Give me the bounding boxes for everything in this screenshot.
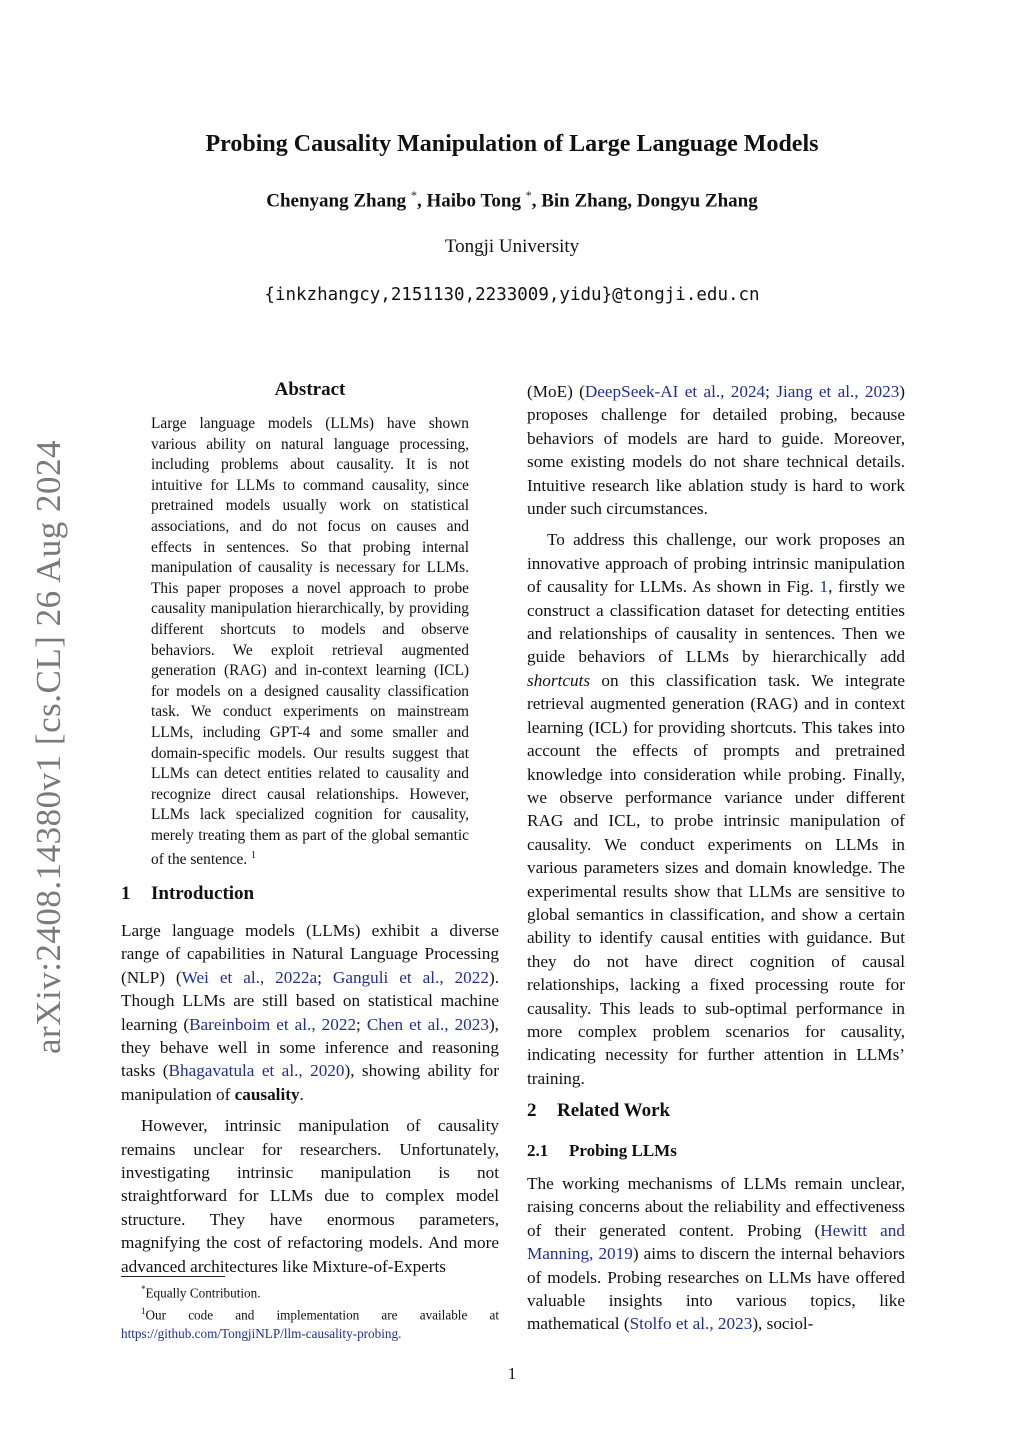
probing-body [527, 1172, 905, 1336]
section-number: 1 [121, 883, 131, 904]
author-4: Dongyu Zhang [636, 190, 758, 212]
text: ), showing ability for manipulation of [121, 1061, 499, 1104]
text: . [299, 1084, 304, 1104]
intro-paragraph-1 [121, 919, 499, 1106]
footnote-rule [121, 1276, 225, 1277]
author-2: Haibo Tong [426, 190, 521, 212]
text: ), sociol- [752, 1314, 814, 1334]
abstract-body [151, 414, 469, 871]
citation-hewitt-2019[interactable]: Hewitt and Manning, 2019 [527, 1220, 905, 1264]
text: ) proposes challenge for detailed probing, because behaviors of models are hard to guide. Moreover, some existing models do not share technical details. Intuitive research like ablation study is hard to work under such circumstances. [527, 382, 906, 519]
section-title: Related Work [557, 1100, 671, 1121]
abstract-heading: Abstract [274, 379, 346, 400]
section-number: 2 [527, 1100, 537, 1121]
citation-jiang-2023[interactable]: Jiang et al., 2023 [776, 382, 900, 401]
section-1-heading [121, 883, 254, 905]
citation-ganguli-2022[interactable]: Ganguli et al., 2022 [332, 967, 489, 987]
author-1: Chenyang Zhang [266, 190, 407, 212]
citation-deepseek-2024[interactable]: DeepSeek-AI et al., 2024 [584, 382, 766, 401]
github-link[interactable]: https://github.com/TongjiNLP/llm-causality-probing. [121, 1325, 402, 1341]
author-emails: {inkzhangcy,2151130,2233009,yidu}@tongji.edu.cn [264, 285, 760, 305]
text: on this classification task. We integrate retrieval augmented generation (RAG) and in context learning (ICL) for providing shortcuts. This takes into account the effects of prompts and pretrained knowledge into consideration while probing. Finally, we observe performance variance under different RAG and ICL, to probe intrinsic manipulation of causality. We conduct experiments on LLMs in various parameters sizes and domain knowledge. The experimental results show that LLMs are sensitive to global semantics in classification, and show a certain ability to identify causal entities with guidance. But they do not have direct cognition of causal relationships, lacking a fixed processing route for causality. This leads to sub-optimal performance in more complex problem scenarios for causality, indicating necessity for further attention in LLMs’ training. [527, 670, 905, 1088]
text: , firstly we construct a classification dataset for detecting entities and relationships of causality in sentences. Then we guide behaviors of LLMs by hierarchically add [527, 577, 905, 667]
citation-stolfo-2023[interactable]: Stolfo et al., 2023 [629, 1314, 753, 1334]
text: ; [317, 967, 333, 987]
equal-contribution-mark: * [410, 188, 417, 202]
arxiv-stamp-container [14, 442, 84, 1052]
footnote-ref-1[interactable]: 1 [251, 850, 257, 862]
section-2-heading [527, 1100, 670, 1122]
text: ; [765, 382, 777, 401]
footnote-1 [121, 1280, 499, 1302]
probing-paragraph [527, 1172, 905, 1336]
figure-ref-1[interactable]: 1 [819, 577, 829, 597]
citation-bhagavatula-2020[interactable]: Bhagavatula et al., 2020 [168, 1061, 345, 1081]
footnote-2-link-line [121, 1325, 499, 1343]
arxiv-stamp[interactable]: arXiv:2408.14380v1 [cs.CL] 26 Aug 2024 [29, 440, 69, 1054]
text: To address this challenge, our work proposes an innovative approach of probing intrinsic manipulation of causality for LLMs. As shown in Fig. [527, 530, 905, 597]
footnote-text: Equally Contribution. [145, 1285, 261, 1301]
affiliation: Tongji University [444, 236, 580, 257]
footnote-mark: 1 [141, 1306, 146, 1317]
text: (MoE) ( [527, 382, 585, 401]
citation-wei-2022a[interactable]: Wei et al., 2022a [181, 967, 318, 987]
abstract-text: Large language models (LLMs) have shown various ability on natural language processing, including problems about causality. It is not intuitive for LLMs to command causality, since pretrained models usually work on statistical associations, and do not focus on causes and effects in sentences. So that probing internal manipulation of causality is necessary for LLMs. This paper proposes a novel approach to probe causality manipulation hierarchically, by providing different shortcuts to models and observe behaviors. We exploit retrieval augmented generation (RAG) and in-context learning (ICL) for models on a designed causality classification task. We conduct experiments on mainstream LLMs, including GPT-4 and some smaller and domain-specific models. Our results suggest that LLMs can detect entities related to causality and recognize direct causal relationships. However, LLMs lack specialized cognition for causality, merely treating them as part of the global semantic of the sentence. [151, 415, 469, 869]
equal-contribution-mark: * [525, 188, 532, 202]
emphasis-term: shortcuts [527, 670, 591, 690]
footnote-mark: * [141, 1284, 146, 1294]
text: The working mechanisms of LLMs remain unclear, raising concerns about the reliability and effectiveness of their generated content. Probing ( [527, 1174, 905, 1240]
paper-title: Probing Causality Manipulation of Large Language Models [205, 131, 819, 157]
section-title: Introduction [151, 883, 255, 904]
text: ) aims to discern the internal behaviors of models. Probing researches on LLMs have offered valuable insights into various topics, like mathematical ( [527, 1244, 905, 1334]
text: ). Though LLMs are still based on statistical machine learning ( [121, 967, 499, 1034]
citation-bareinboim-2022[interactable]: Bareinboim et al., 2022 [189, 1014, 357, 1034]
text: Large language models (LLMs) exhibit a diverse range of capabilities in Natural Language Processing (NLP) ( [121, 921, 499, 987]
author-3: Bin Zhang [541, 190, 628, 212]
footnote-2 [121, 1302, 499, 1324]
right-column [527, 380, 905, 1090]
text: ), they behave well in some inference and reasoning tasks ( [121, 1014, 499, 1081]
intro-paragraph-2: However, intrinsic manipulation of causality remains unclear for researchers. Unfortunately, investigating intrinsic manipulation is not straightforward for LLMs due to complex model structure. They have enormous parameters, magnifying the cost of refactoring models. And more advanced architectures like Mixture-of-Experts [121, 1116, 499, 1276]
moe-paragraph [527, 380, 905, 520]
subsection-title: Probing LLMs [569, 1141, 677, 1160]
bold-term: causality [234, 1084, 300, 1104]
intro-body [121, 919, 499, 1278]
subsection-number: 2.1 [527, 1141, 549, 1160]
text: ; [356, 1014, 367, 1034]
footnote-text: Our code and implementation are available at [145, 1307, 499, 1323]
approach-paragraph [527, 528, 905, 1090]
citation-chen-2023[interactable]: Chen et al., 2023 [366, 1014, 489, 1034]
subsection-2-1-heading [527, 1141, 677, 1161]
footnotes [121, 1280, 499, 1343]
author-list: Chenyang Zhang *, Haibo Tong *, Bin Zhang, Dongyu Zhang [266, 188, 758, 212]
page-number: 1 [507, 1364, 517, 1383]
